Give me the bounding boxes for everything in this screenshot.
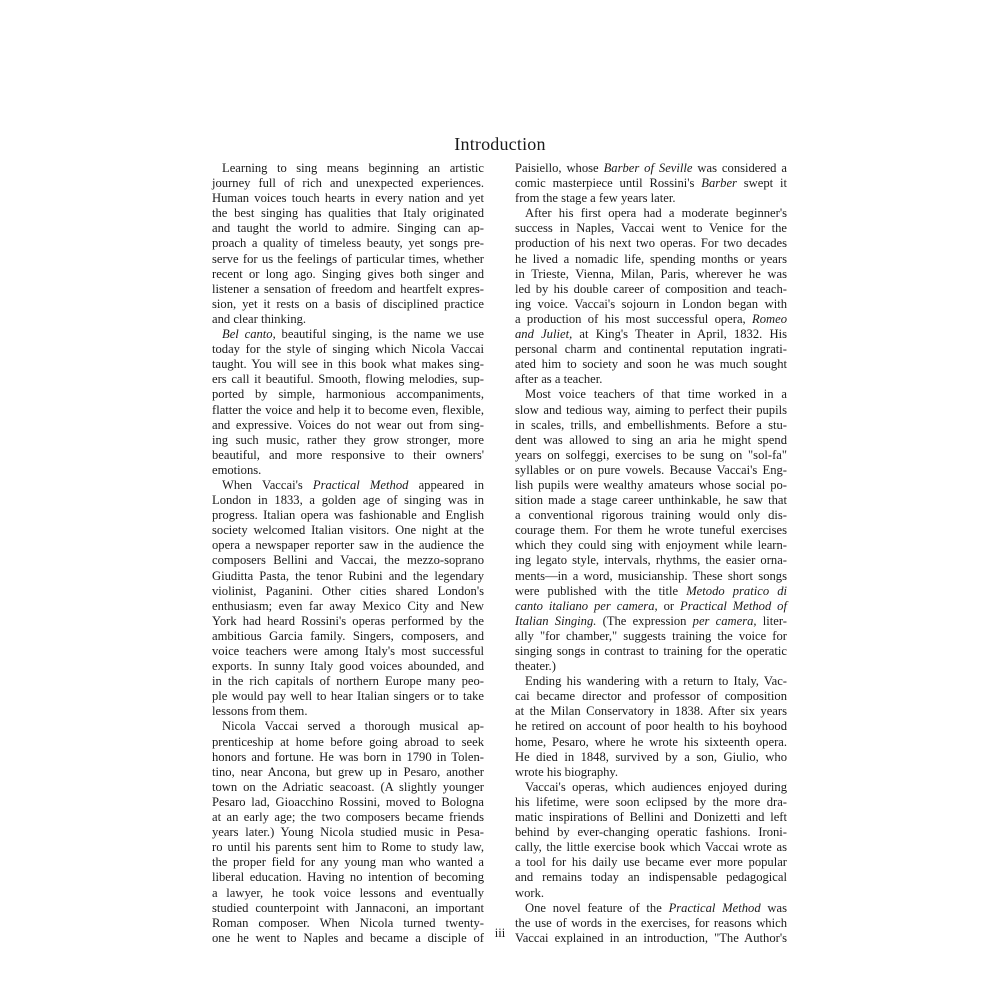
text-run: after as a teacher. xyxy=(515,372,603,387)
text-run: he lived a nomadic life, spending months or years xyxy=(515,251,787,266)
text-line xyxy=(212,357,484,372)
text-line xyxy=(515,780,787,795)
text-run: ments—in a word, musicianship. These short songs xyxy=(515,568,787,583)
text-line xyxy=(515,674,787,689)
italic-text: and Juliet, xyxy=(515,327,573,342)
text-line xyxy=(515,629,787,644)
text-run: recent or long ago. Singing gives both singer and xyxy=(212,266,484,281)
text-run: liter- xyxy=(756,613,787,628)
text-line xyxy=(515,644,787,659)
italic-text: Practical Method of xyxy=(680,598,787,613)
text-run: personal charm and continental reputation ingrati- xyxy=(515,342,787,357)
text-run: Human voices touch hearts in every nation and yet xyxy=(212,191,484,206)
text-run: wrote his biography. xyxy=(515,764,619,779)
text-run: cai became director and professor of composition xyxy=(515,689,787,704)
text-line xyxy=(212,855,484,870)
text-run: was xyxy=(760,900,787,915)
text-run: today for the style of singing which Nicola Vaccai xyxy=(212,342,484,357)
text-line xyxy=(515,327,787,342)
text-line xyxy=(212,282,484,297)
text-line xyxy=(212,478,484,493)
text-run: Vaccai's operas, which audiences enjoyed during xyxy=(525,779,787,794)
text-line xyxy=(515,267,787,282)
text-line xyxy=(515,448,787,463)
text-line xyxy=(515,312,787,327)
text-line xyxy=(212,342,484,357)
text-line xyxy=(515,342,787,357)
text-line xyxy=(515,357,787,372)
text-line xyxy=(212,387,484,402)
text-line xyxy=(515,750,787,765)
italic-text: Romeo xyxy=(752,311,787,326)
text-line xyxy=(212,750,484,765)
text-run: which they could sing with enjoyment while learn- xyxy=(515,538,787,553)
text-line xyxy=(515,236,787,251)
text-run: Learning to sing means beginning an artistic xyxy=(222,161,484,175)
text-run: Nicola Vaccai served a thorough musical ap- xyxy=(222,719,484,734)
text-line xyxy=(212,448,484,463)
text-run: appeared in xyxy=(408,477,484,492)
text-line xyxy=(212,765,484,780)
italic-text: Bel canto, xyxy=(222,327,276,342)
text-line xyxy=(515,252,787,267)
text-run: comic masterpiece until Rossini's xyxy=(515,176,702,191)
text-line xyxy=(212,433,484,448)
text-line xyxy=(212,508,484,523)
text-run: liberal education. Having no intention of becoming xyxy=(212,870,484,885)
text-run: tino, near Ancona, but grew up in Pesaro, another xyxy=(212,764,484,779)
text-line xyxy=(515,870,787,885)
text-run: beautiful singing, is the name we use xyxy=(275,327,484,342)
text-run: exports. In sunny Italy good voices abounded, and xyxy=(212,659,484,674)
text-line xyxy=(212,901,484,916)
text-line xyxy=(212,719,484,734)
text-line xyxy=(515,719,787,734)
text-run: and remains today an indispensable pedagogical xyxy=(515,870,787,885)
text-run: proach a quality of timeless beauty, yet songs pre- xyxy=(212,236,484,251)
italic-text: Practical Method xyxy=(668,900,761,915)
text-run: He died in 1848, survived by a son, Giulio, who xyxy=(515,749,787,764)
text-line xyxy=(212,236,484,251)
text-line xyxy=(515,372,787,387)
text-line xyxy=(515,403,787,418)
text-line xyxy=(515,508,787,523)
text-line xyxy=(212,221,484,236)
text-run: dent was allowed to sing an aria he might spend xyxy=(515,432,787,447)
text-line xyxy=(515,433,787,448)
text-run: slow and tedious way, aiming to perfect their pupils xyxy=(515,402,787,417)
text-run: home, Pesaro, where he wrote his sixteenth opera. xyxy=(515,734,787,749)
text-run: After his first opera had a moderate beginner's xyxy=(525,206,787,221)
text-run: ro until his parents sent him to Rome to study law, xyxy=(212,840,484,855)
text-line xyxy=(515,735,787,750)
text-run: a lawyer, he took voice lessons and eventually xyxy=(212,885,484,900)
text-run: lessons from them. xyxy=(212,704,308,719)
text-line xyxy=(515,221,787,236)
text-line xyxy=(212,659,484,674)
text-run: courage them. For them he wrote tuneful exercises xyxy=(515,523,787,538)
text-line xyxy=(212,176,484,191)
text-run: ated him to society and soon he was much sought xyxy=(515,357,787,372)
text-line xyxy=(515,553,787,568)
text-run: violinist, Paganini. Other cities shared London's xyxy=(212,583,484,598)
text-line xyxy=(212,644,484,659)
text-line xyxy=(212,252,484,267)
text-run: London in 1833, a golden age of singing was in xyxy=(212,493,484,508)
italic-text: Metodo pratico di xyxy=(686,583,787,598)
text-line xyxy=(515,206,787,221)
text-line xyxy=(212,735,484,750)
text-line xyxy=(515,493,787,508)
text-line xyxy=(212,704,484,719)
text-line xyxy=(212,297,484,312)
text-line xyxy=(212,840,484,855)
text-line xyxy=(212,569,484,584)
text-line xyxy=(212,312,484,327)
text-run: he retired on account of poor health to his boyhood xyxy=(515,719,787,734)
text-run: production of his next two operas. For two decades xyxy=(515,236,787,251)
text-line xyxy=(515,584,787,599)
text-line xyxy=(515,599,787,614)
text-line xyxy=(515,901,787,916)
text-line xyxy=(212,780,484,795)
text-run: work. xyxy=(515,885,545,900)
text-run: Most voice teachers of that time worked in a xyxy=(525,387,787,402)
text-run: opera a newspaper reporter saw in the audience the xyxy=(212,538,484,553)
text-run: years later.) Young Nicola studied music in Pesa- xyxy=(212,825,484,840)
text-line xyxy=(515,886,787,901)
text-run: journey full of rich and unexpected experiences. xyxy=(212,176,484,191)
right-text-column xyxy=(515,161,787,946)
text-run: honors and fortune. He was born in 1790 in Tolen- xyxy=(212,749,484,764)
text-run: flatter the voice and help it to become even, flexible, xyxy=(212,402,484,417)
text-run: ally "for chamber," suggests training the voice for xyxy=(515,628,787,643)
text-run: swept it xyxy=(736,176,787,191)
text-run: (The expression xyxy=(596,613,693,628)
text-run: success in Naples, Vaccai went to Venice for the xyxy=(515,221,787,236)
text-run: When Vaccai's xyxy=(222,477,313,492)
text-run: matic inspirations of Bellini and Donizetti and left xyxy=(515,810,787,825)
text-run: syllables or on pure vowels. Because Vaccai's Eng- xyxy=(515,462,787,477)
text-run: at the Milan Conservatory in 1838. After six years xyxy=(515,704,787,719)
italic-text: per camera, xyxy=(692,613,757,628)
text-line xyxy=(515,418,787,433)
text-run: years on solfeggi, exercises to be sung on "sol-fa" xyxy=(515,447,787,462)
text-line xyxy=(212,538,484,553)
text-run: taught. You will see in this book what makes sing- xyxy=(212,357,484,372)
text-run: Roman composer. When Nicola turned twenty- xyxy=(212,915,484,930)
text-line xyxy=(515,689,787,704)
text-line xyxy=(212,372,484,387)
text-run: or xyxy=(657,598,680,613)
text-run: the use of words in the exercises, for reasons which xyxy=(515,915,787,930)
text-run: beautiful, and more responsive to their owners' xyxy=(212,447,484,462)
text-run: the best singing has qualities that Italy originated xyxy=(212,206,484,221)
italic-text: Barber of Seville xyxy=(603,161,693,175)
italic-text: Barber xyxy=(701,176,737,191)
text-run: ers call it beautiful. Smooth, flowing melodies, sup- xyxy=(212,372,484,387)
text-line xyxy=(515,161,787,176)
text-line xyxy=(515,523,787,538)
text-line xyxy=(212,584,484,599)
text-run: Pesaro lad, Gioacchino Rossini, moved to Bologna xyxy=(212,794,484,809)
text-run: town on the Adriatic seacoast. (A slightly younger xyxy=(212,779,484,794)
text-run: Paisiello, whose xyxy=(515,161,604,175)
text-run: One novel feature of the xyxy=(525,900,669,915)
text-line xyxy=(212,599,484,614)
text-line xyxy=(212,463,484,478)
text-run: Ending his wandering with a return to Italy, Vac- xyxy=(525,674,787,689)
text-line xyxy=(212,886,484,901)
text-line xyxy=(515,569,787,584)
text-run: a tool for his daily use became ever more popular xyxy=(515,855,787,870)
text-run: Vaccai explained in an introduction, "The Author's xyxy=(515,930,787,945)
text-run: prenticeship at home before going abroad to seek xyxy=(212,734,484,749)
page-number: iii xyxy=(494,926,506,940)
text-run: sion, yet it rests on a basis of disciplined practice xyxy=(212,296,484,311)
text-line xyxy=(212,674,484,689)
italic-text: Italian Singing. xyxy=(515,613,597,628)
text-line xyxy=(212,403,484,418)
text-run: Giuditta Pasta, the tenor Rubini and the legendary xyxy=(212,568,484,583)
page-title: Introduction xyxy=(454,134,546,154)
text-line xyxy=(515,191,787,206)
text-run: and clear thinking. xyxy=(212,311,307,326)
text-line xyxy=(515,478,787,493)
text-line xyxy=(515,387,787,402)
text-run: composers Bellini and Vaccai, the mezzo-soprano xyxy=(212,553,484,568)
text-run: and expressive. Voices do not wear out from sing- xyxy=(212,417,484,432)
text-line xyxy=(515,538,787,553)
text-line xyxy=(515,795,787,810)
text-line xyxy=(515,659,787,674)
text-run: led by his double career of composition and teach- xyxy=(515,281,787,296)
italic-text: Practical Method xyxy=(312,477,409,492)
text-run: in the rich capitals of northern Europe many peo- xyxy=(212,674,484,689)
text-line xyxy=(515,176,787,191)
text-line xyxy=(212,614,484,629)
text-run: at an early age; the two composers became friends xyxy=(212,810,484,825)
text-line xyxy=(212,206,484,221)
left-text-column xyxy=(212,161,484,946)
text-run: the proper field for any young man who wanted a xyxy=(212,855,484,870)
text-run: theater.) xyxy=(515,659,556,674)
text-run: ing such music, rather they grow stronger, more xyxy=(212,432,484,447)
text-line xyxy=(212,418,484,433)
text-line xyxy=(212,191,484,206)
text-line xyxy=(212,810,484,825)
text-run: voice teachers were among Italy's most successful xyxy=(212,644,484,658)
text-run: behind by ever-changing operatic fashions. Ironi- xyxy=(515,825,787,840)
text-line xyxy=(515,282,787,297)
text-run: singing songs in contrast to training for the operatic xyxy=(515,644,787,658)
text-run: York had heard Rossini's operas performed by the xyxy=(212,613,484,628)
text-run: in Trieste, Vienna, Milan, Paris, wherever he was xyxy=(515,266,787,281)
text-run: a conventional rigorous training would only dis- xyxy=(515,508,787,523)
text-line xyxy=(515,704,787,719)
text-line xyxy=(212,689,484,704)
text-run: emotions. xyxy=(212,462,262,477)
text-line xyxy=(515,840,787,855)
text-line xyxy=(212,870,484,885)
text-run: a production of his most successful opera, xyxy=(515,311,753,326)
text-line xyxy=(212,523,484,538)
text-run: sition made a stage career unthinkable, he saw that xyxy=(515,493,787,508)
text-run: studied counterpoint with Jannaconi, an important xyxy=(212,900,484,915)
text-line xyxy=(515,463,787,478)
text-line xyxy=(212,825,484,840)
text-line xyxy=(515,810,787,825)
text-run: were published with the title xyxy=(515,583,687,598)
text-line xyxy=(515,825,787,840)
text-run: and taught the world to admire. Singing can ap- xyxy=(212,221,484,236)
text-line xyxy=(212,493,484,508)
text-run: ambitious Garcia family. Singers, composers, and xyxy=(212,628,484,643)
text-run: ple would pay well to hear Italian singers or to take xyxy=(212,689,484,704)
text-line xyxy=(515,614,787,629)
text-line xyxy=(212,327,484,342)
text-line xyxy=(212,629,484,644)
text-run: progress. Italian opera was fashionable and English xyxy=(212,508,484,523)
text-run: lish pupils were wealthy amateurs whose social po- xyxy=(515,477,787,492)
text-run: society welcomed Italian visitors. One night at the xyxy=(212,523,484,538)
italic-text: canto italiano per camera, xyxy=(515,598,658,613)
text-run: his lifetime, were soon eclipsed by the more dra- xyxy=(515,794,787,809)
text-run: in scales, trills, and embellishments. Before a stu- xyxy=(515,417,787,432)
text-run: at King's Theater in April, 1832. His xyxy=(572,327,787,342)
text-run: enthusiasm; even far away Mexico City and New xyxy=(212,598,484,613)
text-run: from the stage a few years later. xyxy=(515,191,676,206)
text-line xyxy=(212,795,484,810)
text-line xyxy=(212,553,484,568)
text-line xyxy=(515,855,787,870)
text-run: was considered a xyxy=(692,161,787,175)
text-line xyxy=(212,161,484,176)
text-run: ing legato style, intervals, rhythms, the easier orna- xyxy=(515,553,787,568)
text-run: serve for us the feelings of particular times, whether xyxy=(212,251,484,266)
text-run: listener a sensation of freedom and heartfelt expres- xyxy=(212,281,484,296)
text-run: ported by simple, harmonious accompaniments, xyxy=(212,387,484,402)
text-run: cally, the little exercise book which Vaccai wrote as xyxy=(515,840,787,855)
text-run: ing voice. Vaccai's sojourn in London began with xyxy=(515,296,787,311)
text-line xyxy=(212,267,484,282)
text-run: one he went to Naples and became a disciple of xyxy=(212,930,484,945)
text-line xyxy=(515,297,787,312)
text-line xyxy=(515,765,787,780)
